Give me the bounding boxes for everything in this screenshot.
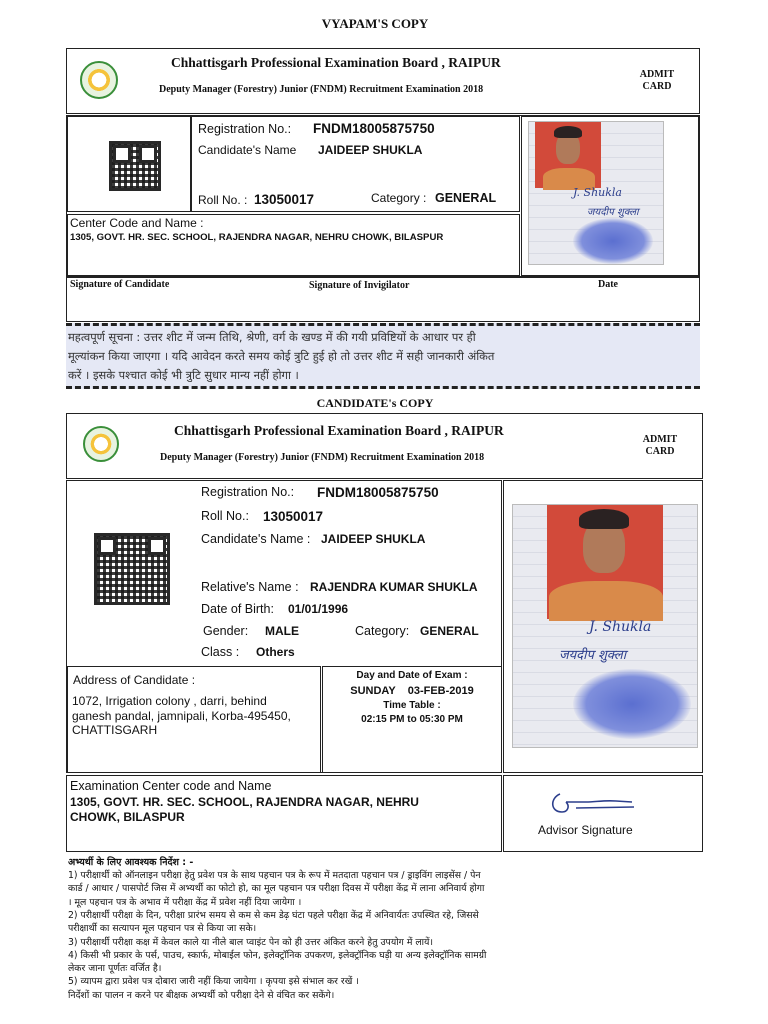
gender-value: MALE [265,624,299,638]
signature-invigilator-label: Signature of Invigilator [309,280,410,291]
category-label-2: Category: [355,624,410,638]
candidate-photo-2 [512,504,698,748]
exam-name-2: Deputy Manager (Forestry) Junior (FNDM) Recruitment Examination 2018 [160,452,485,463]
advisor-signature-label: Advisor Signature [538,823,633,837]
thumb-impression-2 [573,669,691,739]
notice-line-3: करें । इसके पश्चात कोई भी त्रुटि सुधार मान्य नहीं होगा । [68,368,299,382]
board-name-2: Chhattisgarh Professional Examination Board , RAIPUR [174,423,504,438]
exam-day-label: Day and Date of Exam : [356,670,468,681]
notice-line-2: मूल्यांकन किया जाएगा । यदि आवेदन करते समय कोई त्रुटि हुई हो तो उत्तर शीट में सही जानकारी अंकित [68,349,495,363]
qr-code-2 [94,533,170,605]
cg-vyapam-logo-icon-2 [83,426,119,462]
exam-center-line-1: 1305, GOVT. HR. SEC. SCHOOL, RAJENDRA NAGAR, NEHRU [70,795,419,809]
roll-value-2: 13050017 [263,509,324,524]
dob-label: Date of Birth: [201,602,274,616]
name-value: JAIDEEP SHUKLA [318,143,423,157]
instruction-line: । मूल पहचान पत्र के अभाव में परीक्षा केंद्र में प्रवेश नहीं दिया जायेगा । [68,896,302,908]
cg-vyapam-logo-icon [80,61,118,99]
vyapam-copy-heading: VYAPAM'S COPY [321,16,429,31]
reg-value-2: FNDM18005875750 [317,485,439,500]
date-label: Date [598,279,618,290]
time-table-value: 02:15 PM to 05:30 PM [361,714,463,725]
relative-value: RAJENDRA KUMAR SHUKLA [310,580,478,594]
admit-card-label-3: ADMIT [642,434,678,445]
qr-code [109,141,161,191]
vyapam-info-cell [191,116,520,212]
candidate-copy-heading: CANDIDATE's COPY [316,396,434,410]
category-value-2: GENERAL [420,624,479,638]
class-label: Class : [201,645,240,659]
category-value: GENERAL [435,191,497,205]
center-value: 1305, GOVT. HR. SEC. SCHOOL, RAJENDRA NAGAR, NEHRU CHOWK, BILASPUR [70,232,444,243]
candidate-photo-cell [503,480,703,773]
address-label: Address of Candidate : [73,673,196,687]
candidate-header-box [66,413,703,479]
exam-center-cell [66,775,502,852]
exam-center-label: Examination Center code and Name [70,779,272,793]
roll-value: 13050017 [254,192,315,207]
vyapam-photo-cell [521,116,699,276]
important-notice [66,323,700,389]
instruction-line: निर्देशों का पालन न करने पर बीक्षक अभ्यर्थी को परीक्षा देने से वंचित कर सकेंगे। [68,989,335,1001]
photo-signature-hindi-2: जयदीप शुक्ला [559,648,627,663]
name-label: Candidate's Name [198,143,297,157]
vyapam-center-cell [67,214,520,276]
reg-label-2: Registration No.: [201,485,295,499]
admit-card-label-2: CARD [642,81,672,92]
roll-label: Roll No. : [198,193,248,207]
advisor-signature-scribble [546,790,638,818]
instruction-line: 3) परीक्षार्थी परीक्षा कक्ष में केवल काले या नीले बाल प्वाइंट पेन को ही उत्तर अंकित करने हेतु उपयोग में लायें। [68,936,433,948]
name-label-2: Candidate's Name : [201,532,311,546]
exam-name: Deputy Manager (Forestry) Junior (FNDM) Recruitment Examination 2018 [159,84,484,95]
address-line-2: ganesh pandal, jamnipali, Korba-495450, [72,709,291,723]
exam-day-value: SUNDAY 03-FEB-2019 [350,685,474,697]
roll-label-2: Roll No.: [201,509,249,523]
photo-signature-english-2: J. Shukla [589,619,652,635]
relative-label: Relative's Name : [201,580,299,594]
notice-line-1: महत्वपूर्ण सूचना : उत्तर शीट में जन्म तिथि, श्रेणी, वर्ग के खण्ड में की गयी प्रविष्टियों के आधार पर ही [68,330,476,344]
dob-value: 01/01/1996 [288,602,349,616]
instruction-line: लेकर जाना पूर्णतः वर्जित है। [68,963,162,975]
gender-label: Gender: [203,624,249,638]
center-label: Center Code and Name : [70,216,204,230]
vyapam-qr-cell [67,116,191,212]
address-line-1: 1072, Irrigation colony , darri, behind [72,694,267,708]
instruction-line: 2) परीक्षार्थी परीक्षा के दिन, परीक्षा प्रारंभ समय से कम से कम डेढ़ घंटा पहले परीक्षा केंद्र में अनिवार्यतः उपस्थित रहे, जिससे [68,909,479,921]
vyapam-header-box [66,48,700,114]
address-line-3: CHATTISGARH [72,723,158,737]
exam-center-line-2: CHOWK, BILASPUR [70,810,185,824]
class-value: Others [256,645,295,659]
photo-signature-hindi: जयदीप शुक्ला [587,207,639,218]
candidate-photo [528,121,664,265]
exam-date-cell [322,666,502,773]
reg-label: Registration No.: [198,122,292,136]
admit-card-label-4: CARD [645,446,675,457]
address-cell [67,666,321,773]
category-label: Category : [371,191,427,205]
board-name: Chhattisgarh Professional Examination Board , RAIPUR [171,55,501,70]
advisor-signature-cell [503,775,703,852]
time-table-label: Time Table : [383,700,441,711]
photo-signature-english: J. Shukla [573,186,622,199]
instruction-line: 5) व्यापम द्वारा प्रवेश पत्र दोबारा जारी नहीं किया जायेगा । कृपया इसे संभाल कर रखें । [68,976,359,988]
admit-card-label-1: ADMIT [639,69,675,80]
instruction-line: परीक्षार्थी का सत्यापन मूल पहचान पत्र से किया जा सके। [68,923,257,935]
instructions-title: अभ्यर्थी के लिए आवश्यक निर्देश : - [68,857,194,868]
instruction-line: 4) किसी भी प्रकार के पर्स, पाउच, स्कार्फ, मोबाईल फोन, इलेक्ट्रॉनिक उपकरण, इलेक्ट्रॉनिक घड़ी या अन्य इलेक्ट्रॉनिक सामग्री [68,949,487,961]
thumb-impression [573,218,653,264]
name-value-2: JAIDEEP SHUKLA [321,532,426,546]
instruction-line: 1) परीक्षार्थी को ऑनलाइन परीक्षा हेतु प्रवेश पत्र के साथ पहचान पत्र के रूप में मतदाता पहचान पत्र / ड्राइविंग लाइसेंस / पेन [68,870,481,881]
signature-candidate-label: Signature of Candidate [70,279,170,290]
instruction-line: कार्ड / आधार / पासपोर्ट जिस में अभ्यर्थी का फोटो हो, का मूल पहचान पत्र परीक्षा दिवस में परीक्षा केंद्र में लाना अनिवार्य होगा [68,883,485,895]
reg-value: FNDM18005875750 [313,121,435,136]
vyapam-signature-row [66,277,700,322]
